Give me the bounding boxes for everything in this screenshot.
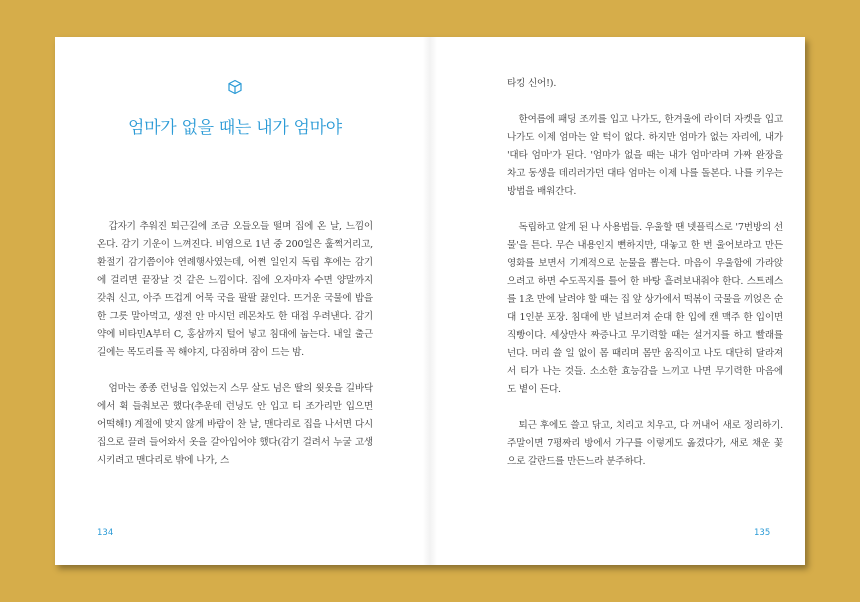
page-number: 134 <box>97 528 114 538</box>
right-page-body <box>507 75 783 471</box>
left-page-body <box>97 218 373 470</box>
right-page <box>430 37 805 565</box>
paragraph: 한여름에 패딩 조끼를 입고 나가도, 한겨울에 라이더 자켓을 입고 나가도 이제 엄마는 알 턱이 없다. 하지만 엄마가 없는 자리에, 내가 '대타 엄마'가 된다. '엄마가 없을 때는 내가 엄마'라며 가짜 완장을 차고 동생을 데리러가던 대타 엄마는 이제 나를 돌본다. 나를 키우는 방법을 배워간다. <box>507 114 783 197</box>
left-page <box>55 37 430 565</box>
book-spread <box>55 37 805 565</box>
paragraph: 갑자기 추워진 퇴근길에 조금 오들오들 떨며 집에 온 날, 느낌이 온다. 감기 기운이 느껴진다. 비염으로 1년 중 200일은 훌쩍거리고, 환절기 감기쯤이야 연례행사였는데, 어쩐 일인지 독립 후에는 감기에 걸리면 끝장날 것 같은 느낌이다. 집에 오자마자 수면 양말까지 갖춰 신고, 아주 뜨겁게 어묵 국을 팔팔 끓인다. 뜨거운 국물에 밥을 한 그릇 말아먹고, 생전 안 마시던 레몬차도 한 대접 우려낸다. 감기약에 비타민A부터 C, 홍삼까지 털어 넣고 침대에 눕는다. 내일 출근길에는 목도리를 꼭 해야지, 다짐하며 잠이 드는 밤. <box>97 221 373 358</box>
paragraph: 타킹 신어!). <box>507 78 557 89</box>
paragraph: 퇴근 후에도 쓸고 닦고, 치리고 치우고, 다 꺼내어 새로 정리하기. 주말이면 7평짜리 방에서 가구를 이렇게도 옮겼다가, 새로 채운 꽃으로 갈란드를 만든느라 분주하다. <box>507 420 783 467</box>
page-number: 135 <box>754 528 771 538</box>
paragraph: 엄마는 종종 런닝을 입었는지 스무 살도 넘은 딸의 윗옷을 길바닥에서 휙 들춰보곤 했다(추운데 런닝도 안 입고 티 조가리만 입으면 어떡해!) 계절에 맞지 않게 바람이 찬 날, 맨다리로 집을 나서면 다시 집으로 끌려 들어와서 옷을 갈아입어야 했다(감기 걸려서 누굴 고생시키려고 맨다리로 밖에 나가, 스 <box>97 383 373 466</box>
paragraph: 독립하고 알게 된 나 사용법들. 우울할 땐 넷플릭스로 '7번방의 선물'을 튼다. 무슨 내용인지 뻔하지만, 대놓고 한 번 울어보라고 만든 영화를 보면서 기계적으로 눈물을 뽑는다. 마음이 우울함에 가라앉으려고 하면 수도꼭지를 틀어 한 바탕 흘려보내줘야 한다. 스트레스를 1초 만에 날려야 할 때는 집 앞 상가에서 떡볶이 국물을 끼얹은 순대 1인분 포장. 침대에 반 널브러져 순대 한 입에 캔 맥주 한 입이면 직빵이다. 세상만사 짜증나고 무기력할 때는 설거지를 하고 빨래를 넌다. 머리 쓸 일 없이 몸 때리며 몸만 움직이고 나도 대단히 달라져서 티가 나는 것들. 소소한 효능감을 느끼고 나면 무기력한 마음에 도 볕이 든다. <box>507 222 783 395</box>
cube-icon <box>227 79 243 95</box>
chapter-title: 엄마가 없을 때는 내가 엄마야 <box>128 118 342 138</box>
